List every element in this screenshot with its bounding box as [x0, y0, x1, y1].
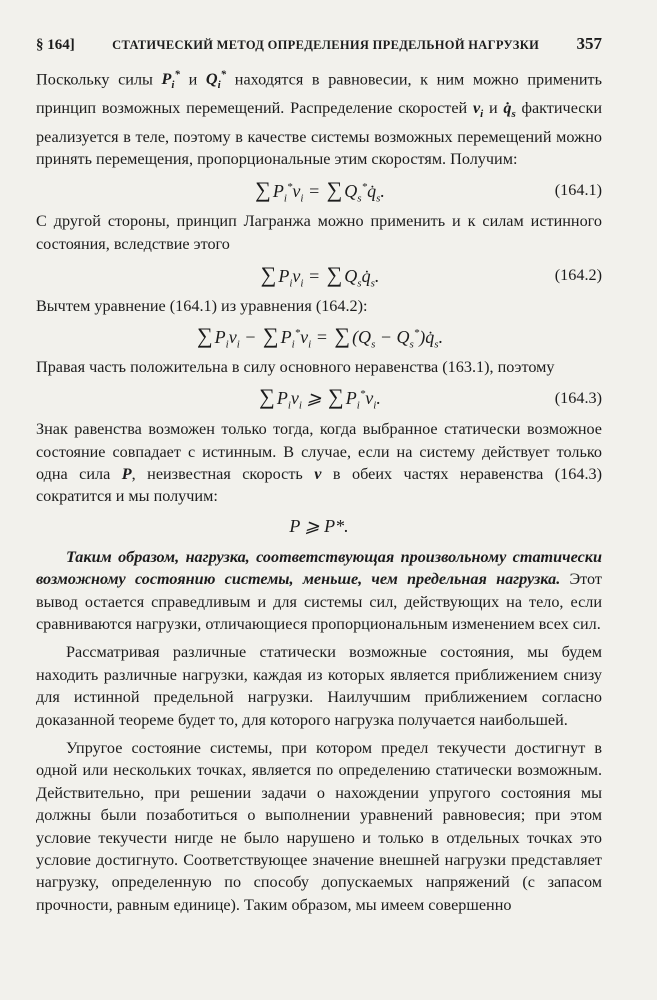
paragraph-2: С другой стороны, принцип Лагранжа можно применить и к силам истинного состояния, вследствие этого [36, 212, 602, 253]
equation-number: (164.2) [554, 265, 602, 284]
paragraph-1: Поскольку силы $P_i^*$ и $Q_i^*$ находятся в равновесии, к ним можно применить принцип возможных перемещений. Распределение скоростей $v_i$ и $q̇_s$ фактически реализуется в теле, поэтому в качестве системы возможных перемещений можно принять перемещения, пропорциональные этим скоростям. Получим: [36, 69, 602, 169]
paragraph-3: Вычтем уравнение (164.1) из уравнения (164.2): [36, 297, 368, 316]
equation-inequality: P ⩾ P*. [289, 516, 349, 537]
paragraph-5: Знак равенства возможен только тогда, когда выбранное статически возможное состояние совпадает с истинным. В случае, если на систему действует только одна сила P, неизвестная скорость v в обеих частях неравенства (164.3) сократится и мы получим: [36, 420, 602, 506]
paragraph-6: Таким образом, нагрузка, соответствующая произвольному статически возможному состоянию системы, меньше, чем предельная нагрузка. Этот вывод остается справедливым и для системы сил, действующих на тело, если сравниваются нагрузки, отличающиеся пропорциональным изменением всех сил. [36, 547, 602, 633]
equation-164-3: ∑ $P_iv_i$ ⩾ ∑ $P_i^*v_i$. (164.3) [259, 384, 602, 412]
equation-difference: ∑ $P_iv_i$ − ∑ $P_i^*v_i$ = ∑ ($Q_s$ − $Q_s^*)q̇_s$. [196, 322, 444, 351]
equation-164-2: ∑ $P_iv_i$ = ∑ $Q_sq̇_s$. (164.2) [260, 261, 602, 290]
paragraph-8: Упругое состояние системы, при котором предел текучести достигнут в одной или нескольких точках, является по определению статически возможным. Действительно, при решении задачи о нахождении упругого состояния мы должны были позаботиться о выполнении уравнений равновесия; при этом условие текучести нигде не было нарушено и только в отдельных точках это условие достигнуто. Соответствующее значение внешней нагрузки представляет нагрузку, определенную по способу допускаемых напряжений (с запасом прочности, равным единице). Таким образом, мы имеем совершенно [36, 738, 602, 914]
equation-number: (164.1) [554, 180, 602, 199]
section-number: § 164] [36, 37, 75, 53]
running-title: СТАТИЧЕСКИЙ МЕТОД ОПРЕДЕЛЕНИЯ ПРЕДЕЛЬНОЙ НАГРУЗКИ [112, 38, 540, 52]
page-header [36, 34, 602, 54]
page-number: 357 [576, 34, 602, 53]
paragraph-7: Рассматривая различные статически возможные состояния, мы будем находить различные нагрузки, каждая из которых является приближением снизу для истинной предельной нагрузки. Наилучшим приближением согласно доказанной теореме будет то, для которого нагрузка получается наибольшей. [36, 643, 602, 729]
paragraph-4: Правая часть положительна в силу основного неравенства (163.1), поэтому [36, 357, 555, 376]
equation-164-1: ∑ $P_i^*v_i$ = ∑ $Q_s^*q̇_s$. (164.1) [255, 176, 602, 205]
equation-number: (164.3) [554, 388, 602, 407]
page [36, 34, 602, 916]
